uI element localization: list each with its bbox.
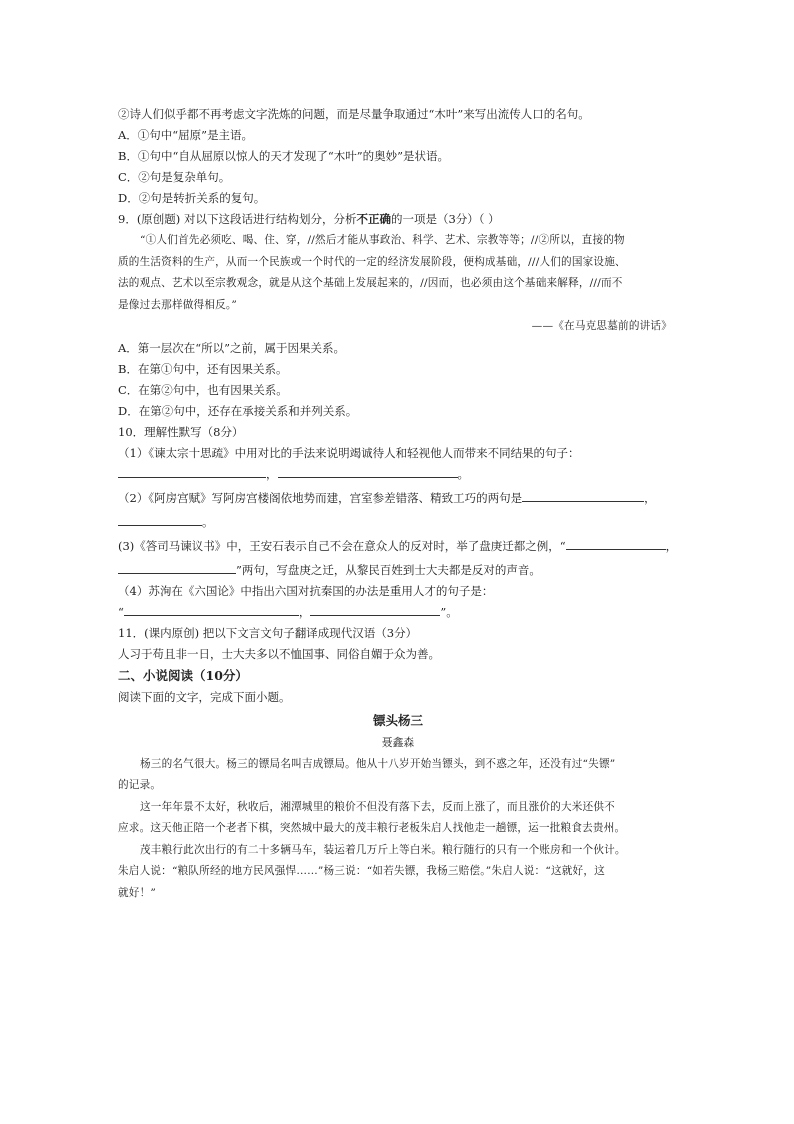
q9-option-a: A．第一层次在“所以”之前，属于因果关系。 [118, 340, 346, 355]
story-para-3-line-1: 茂丰粮行此次出行的有二十多辆马车，装运着几万斤上等白米。粮行随行的只有一个账房和一个伙计。 [140, 843, 626, 856]
q10-part-3 [118, 536, 678, 557]
q9-source: ——《在马克思墓前的讲话》 [531, 320, 672, 332]
q10-part-3-tail: ”两句，写盘庚之迁，从黎民百姓到士大夫都是反对的声音。 [236, 562, 541, 577]
q10-part-4: （4）苏洵在《六国论》中指出六国对抗秦国的办法是重用人才的句子是： [118, 583, 494, 598]
story-para-1-line-2: 的记录。 [118, 779, 162, 791]
story-title: 镖头杨三 [372, 712, 423, 728]
section-heading: 二、小说阅读（10分） [118, 667, 248, 683]
answer-blank[interactable] [124, 602, 299, 616]
q9-passage-line-1: “①人们首先必须吃、喝、住、穿，//然后才能从事政治、科学、艺术、宗教等等；//②所以，直接的物 [140, 234, 625, 246]
q9-option-d: D．在第②句中，还存在承接关系和并列关系。 [118, 403, 358, 418]
q11-sentence: 人习于苟且非一日，士大夫多以不恤国事、同俗自媚于众为善。 [118, 646, 440, 661]
q10-part-3-text: (3)《答司马谏议书》中，王安石表示自己不会在意众人的反对时，举了盘庚迁都之例，“ [118, 538, 566, 553]
answer-blank[interactable] [566, 536, 666, 550]
answer-blank[interactable] [118, 512, 202, 526]
story-para-2-line-1: 这一年年景不太好，秋收后，湘潭城里的粮价不但没有落下去，反而上涨了，而且涨价的大米还供不 [140, 800, 615, 813]
story-para-1-line-1: 杨三的名气很大。杨三的镖局名叫吉成镖局。他从十八岁开始当镖头，到不惑之年，还没有过“失镖” [140, 757, 616, 770]
q11-stem: 11．(课内原创) 把以下文言文句子翻译成现代汉语（3分） [118, 625, 418, 640]
q9-stem-bold: 不正确 [356, 212, 391, 226]
q9-passage-line-2: 质的生活资料的生产，从而一个民族或一个时代的一定的经济发展阶段，便构成基础，///人们的国家设施、 [118, 255, 626, 268]
q8-option-c: C．②句是复杂单句。 [118, 170, 231, 184]
period: 。 [457, 466, 469, 481]
q10-part-1: （1）《谏太宗十思疏》中用对比的手法来说明竭诚待人和轻视他人而带来不同结果的句子： [118, 445, 580, 460]
q10-part-2-answer [118, 512, 678, 533]
comma: ， [644, 490, 656, 505]
q10-part-4-answer [118, 602, 678, 623]
period: 。 [202, 514, 214, 529]
answer-blank[interactable] [522, 488, 644, 502]
q10-part-3-cont [118, 560, 678, 581]
q9-option-c: C．在第②句中，也有因果关系。 [118, 382, 288, 397]
close-quote: ”。 [440, 604, 458, 619]
q9-stem-post: 的一项是（3分）（ ） [390, 212, 500, 226]
q10-part-1-answer [118, 464, 678, 485]
comma: ， [298, 604, 311, 619]
answer-blank[interactable] [118, 464, 266, 478]
story-author: 聂鑫森 [381, 735, 415, 749]
document-page [118, 104, 678, 904]
answer-blank[interactable] [278, 464, 458, 478]
q9-passage-line-4: 是像过去那样做得相反。” [118, 298, 238, 311]
q10-part-2-text: （2）《阿房宫赋》写阿房宫楼阁依地势而建，宫室参差错落、精致工巧的两句是 [118, 490, 523, 505]
answer-blank[interactable] [310, 602, 440, 616]
q9-stem-pre: 9．(原创题) 对以下这段话进行结构划分，分析 [118, 212, 357, 226]
story-para-2-line-2: 应求。这天他正陪一个老者下棋，突然城中最大的茂丰粮行老板朱启人找他走一趟镖，运一批粮食去贵州。 [118, 822, 626, 834]
q8-sentence-2: ②诗人们似乎都不再考虑文字洗炼的问题，而是尽量争取通过“木叶”来写出流传人口的名句。 [118, 107, 590, 121]
q10-part-2 [118, 488, 678, 509]
answer-blank[interactable] [118, 560, 236, 574]
comma: ， [665, 538, 678, 553]
q9-stem [118, 209, 678, 230]
q8-option-a: A．①句中“屈原”是主语。 [118, 128, 254, 142]
story-para-3-line-2: 朱启人说：“粮队所经的地方民风强悍……”杨三说：“如若失镖，我杨三赔偿。”朱启人说：“这就好，这 [118, 865, 605, 877]
reading-instruction: 阅读下面的文字，完成下面小题。 [118, 689, 291, 704]
q10-stem: 10．理解性默写（8分） [118, 424, 244, 439]
q8-option-b: B．①句中“自从屈原以惊人的天才发现了“木叶”的奥妙”是状语。 [118, 149, 449, 163]
open-quote: “ [118, 604, 124, 619]
q9-option-b: B．在第①句中，还有因果关系。 [118, 361, 288, 376]
story-para-3-line-3: 就好！” [118, 886, 156, 899]
q8-option-d: D．②句是转折关系的复句。 [118, 191, 266, 205]
q9-passage-line-3: 法的观点、艺术以至宗教观念，就是从这个基础上发展起来的，//因而，也必须由这个基础来解释，///而不 [118, 277, 623, 289]
comma: ， [266, 466, 278, 481]
